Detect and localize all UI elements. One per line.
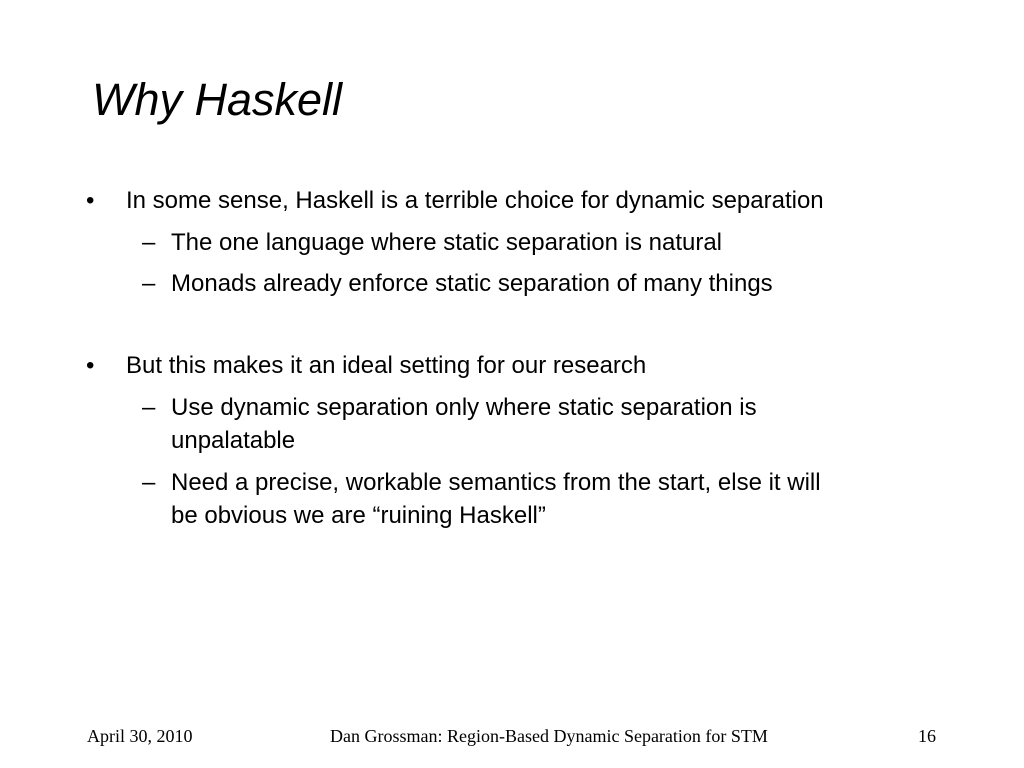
bullet-marker: •: [86, 352, 95, 379]
subbullet-text-line: Need a precise, workable semantics from the start, else it will: [171, 469, 821, 496]
page-number: 16: [918, 726, 936, 746]
subbullet-marker: –: [142, 270, 156, 297]
slide-title: Why Haskell: [92, 74, 343, 125]
bullet-text: But this makes it an ideal setting for our research: [126, 352, 647, 379]
bullet-text: In some sense, Haskell is a terrible choice for dynamic separation: [126, 187, 824, 214]
subbullet-text: The one language where static separation is natural: [171, 229, 723, 256]
subbullet-text: Monads already enforce static separation of many things: [171, 270, 773, 297]
subbullet-text-line: Use dynamic separation only where static separation is: [171, 394, 757, 421]
subbullet-text-line: be obvious we are “ruining Haskell”: [171, 502, 546, 529]
subbullet-text-line: unpalatable: [171, 427, 296, 454]
bullet-marker: •: [86, 187, 95, 214]
subbullet-marker: –: [142, 469, 156, 496]
subbullet-marker: –: [142, 229, 156, 256]
footer-date: April 30, 2010: [87, 726, 193, 746]
footer-title: Dan Grossman: Region-Based Dynamic Separation for STM: [330, 726, 768, 746]
subbullet-marker: –: [142, 394, 156, 421]
